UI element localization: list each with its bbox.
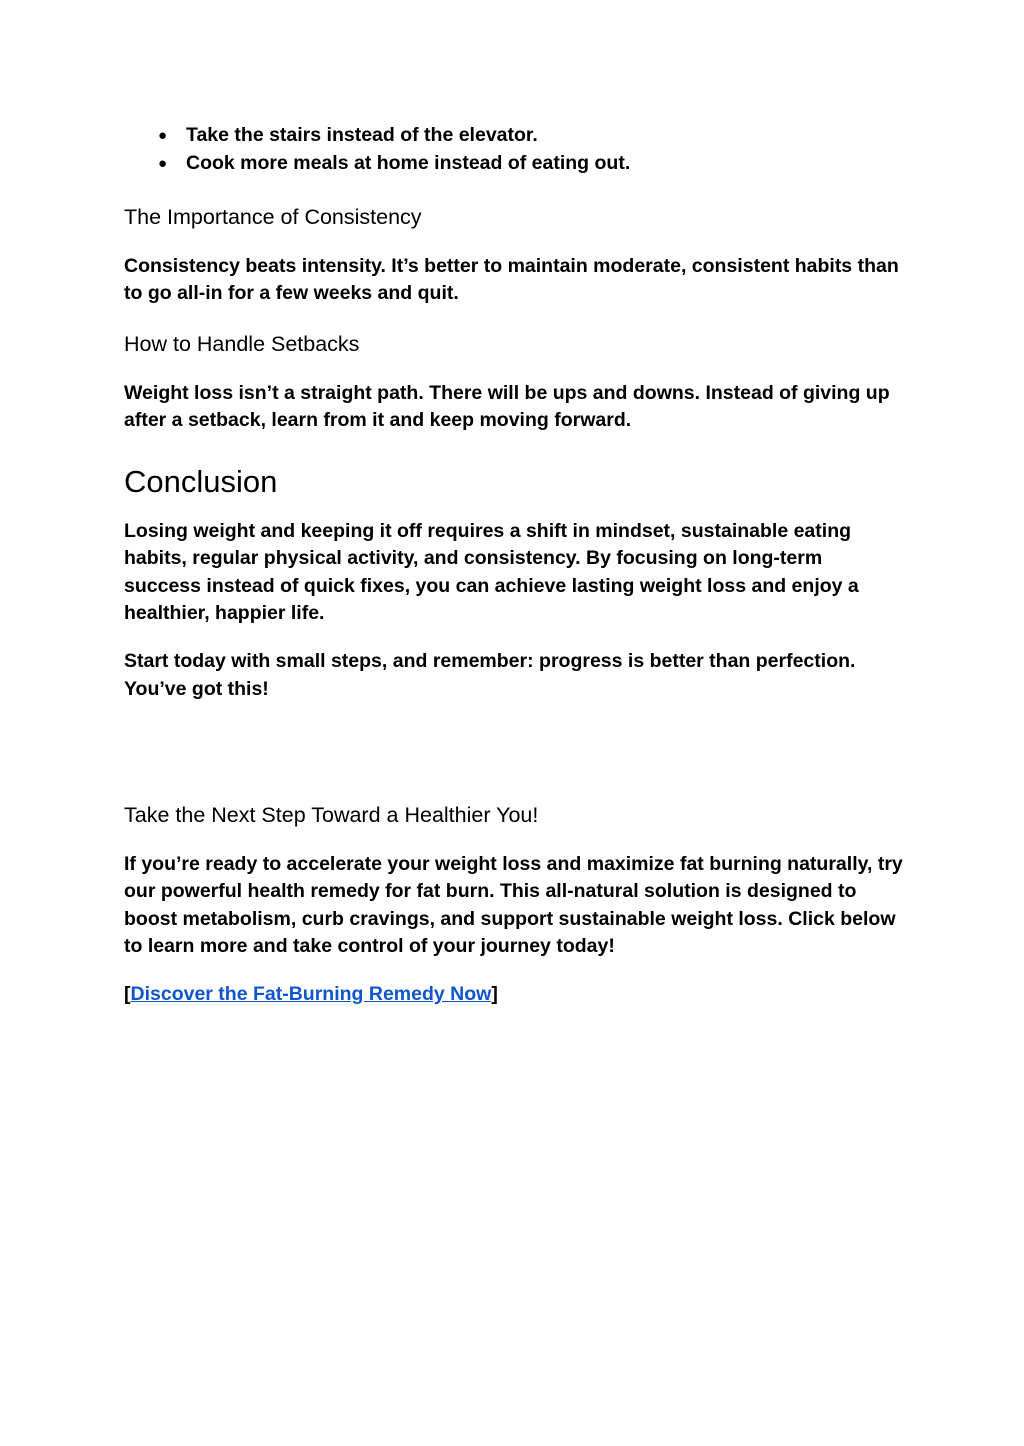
conclusion-paragraph-1: Losing weight and keeping it off requires a shift in mindset, sustainable eating habits, regular physical activity, and consistency. By focusing on long-term success instead of quick fixes, you can achieve lasting weight loss and enjoy a healthier, happier life. bbox=[124, 520, 859, 625]
consistency-paragraph: Consistency beats intensity. It’s better to maintain moderate, consistent habits than to go all-in for a few weeks and quit. bbox=[124, 255, 899, 305]
setbacks-paragraph: Weight loss isn’t a straight path. There will be ups and downs. Instead of giving up after a setback, learn from it and keep moving forward. bbox=[124, 381, 890, 431]
list-item-text: Take the stairs instead of the elevator. bbox=[186, 124, 538, 146]
list-item-text: Cook more meals at home instead of eating out. bbox=[186, 151, 631, 174]
next-step-paragraph: If you’re ready to accelerate your weight loss and maximize fat burning naturally, try our powerful health remedy for fat burn. This all-natural solution is designed to boost metabolism, curb cravings, and support sustainable weight loss. Click below to learn more and take control of your journey today! bbox=[124, 852, 903, 957]
next-step-heading: Take the Next Step Toward a Healthier You! bbox=[124, 802, 539, 827]
bullet-icon: ● bbox=[158, 127, 168, 144]
bullet-list bbox=[124, 122, 904, 177]
setbacks-heading: How to Handle Setbacks bbox=[124, 331, 360, 356]
list-item bbox=[124, 150, 904, 178]
consistency-heading: The Importance of Consistency bbox=[124, 205, 422, 229]
list-item bbox=[124, 122, 904, 150]
document-page bbox=[124, 122, 904, 1008]
link-open-bracket: [ bbox=[124, 983, 131, 1006]
conclusion-heading: Conclusion bbox=[124, 464, 278, 500]
conclusion-paragraph-2: Start today with small steps, and remember: progress is better than perfection. You’ve got this! bbox=[124, 650, 856, 700]
bullet-icon: ● bbox=[158, 154, 168, 172]
remedy-link-line bbox=[124, 981, 904, 1008]
link-close-bracket: ] bbox=[491, 983, 498, 1006]
remedy-link[interactable]: Discover the Fat-Burning Remedy Now bbox=[130, 983, 492, 1006]
